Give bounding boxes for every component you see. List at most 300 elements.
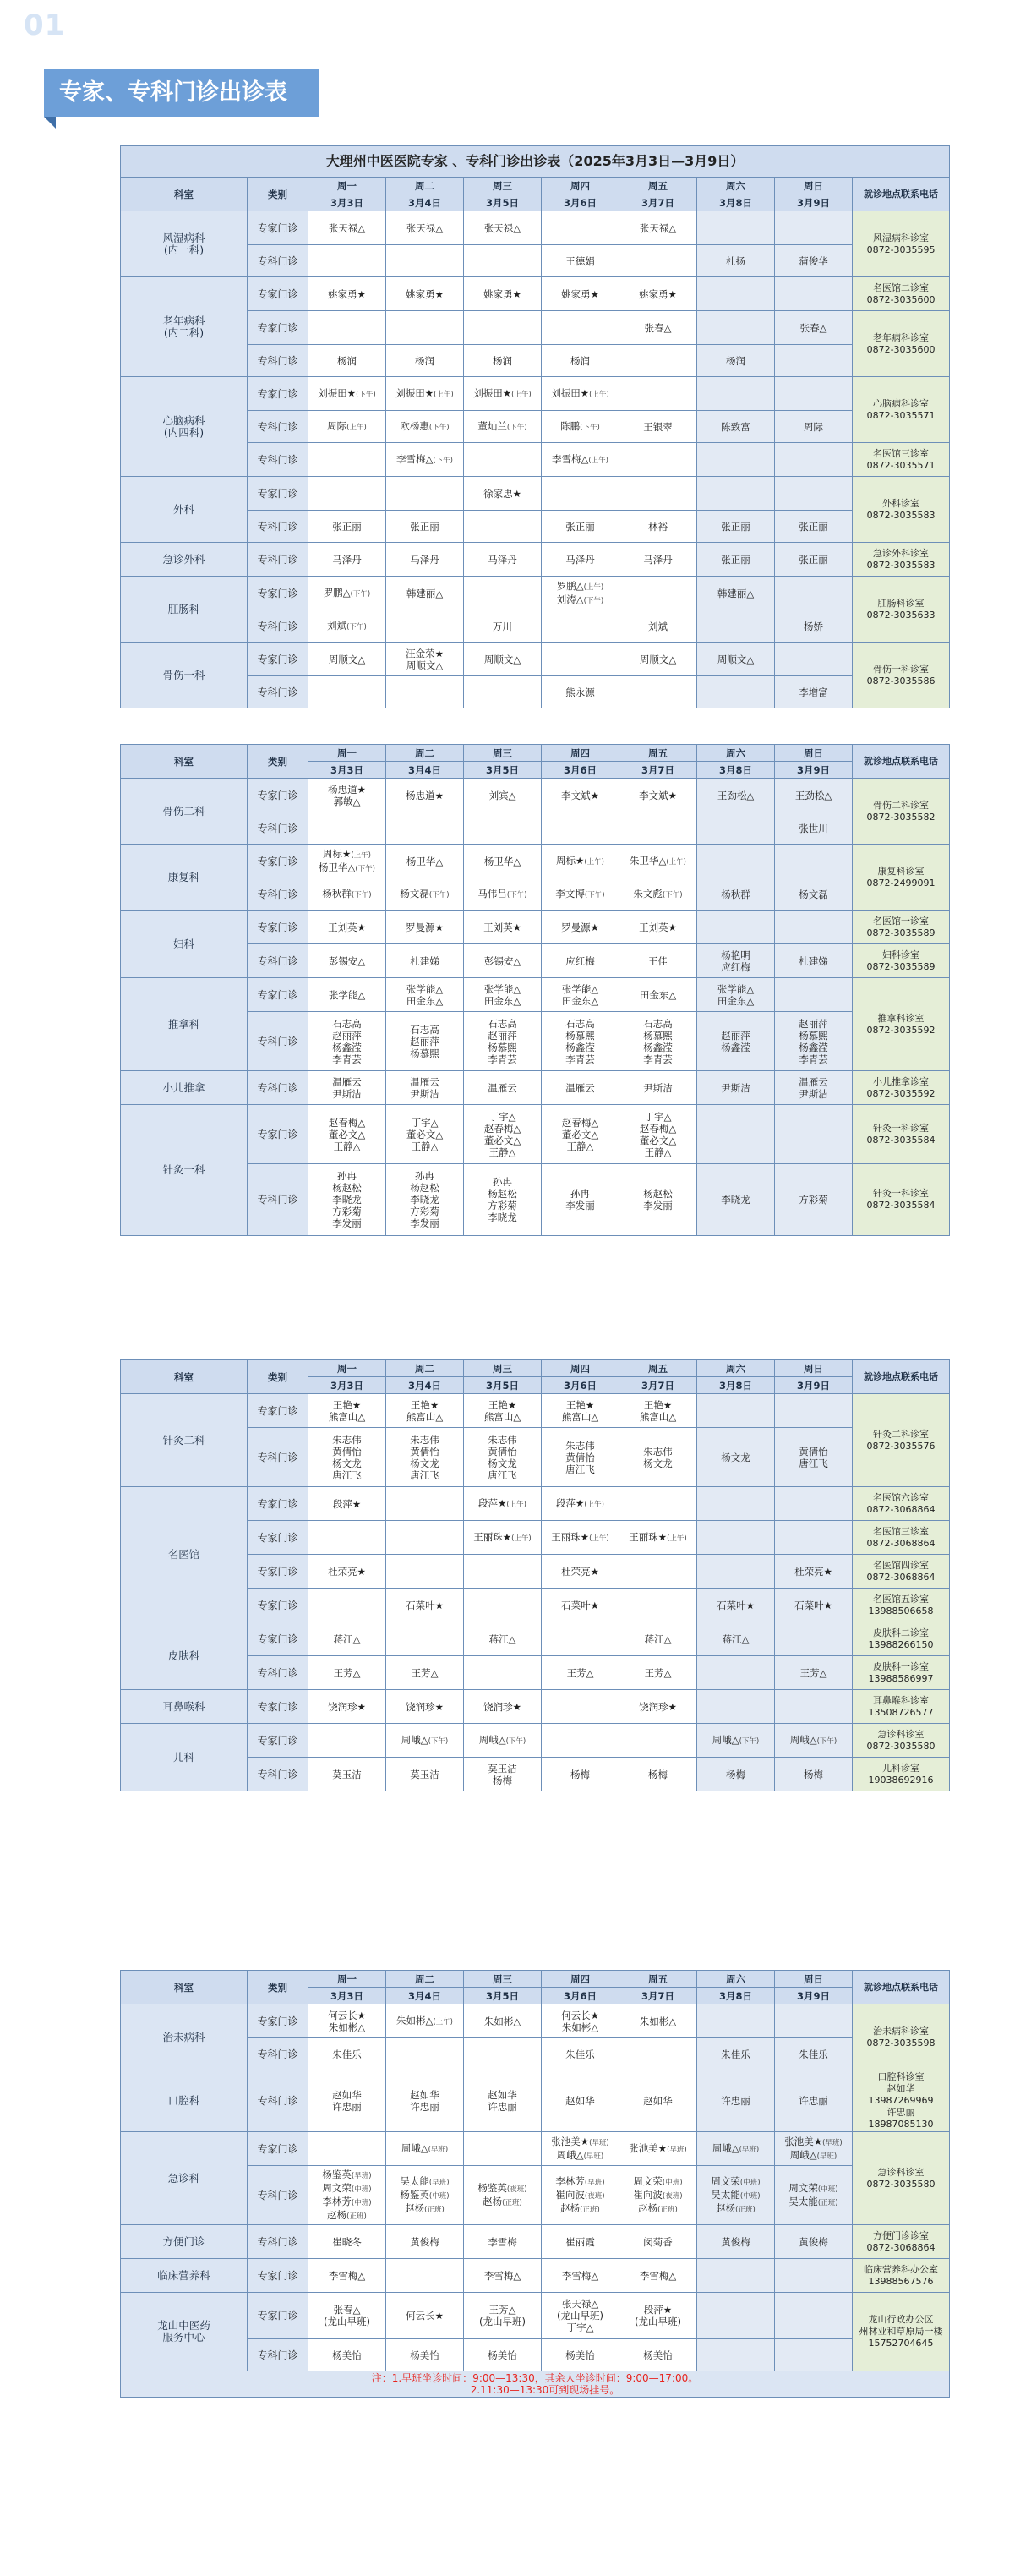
clinic-type: 专家门诊 <box>248 1487 308 1521</box>
shift-note: (早班) <box>739 2145 760 2154</box>
schedule-cell: 赵如华 许忠丽 <box>464 2070 542 2132</box>
clinic-type: 专家门诊 <box>248 211 308 245</box>
schedule-cell <box>386 311 464 345</box>
schedule-cell <box>464 1589 542 1622</box>
location-cell: 外科诊室 0872-3035583 <box>853 477 950 543</box>
header-day-name: 周二 <box>386 745 464 762</box>
dept-name: 骨伤二科 <box>121 779 248 845</box>
location-cell: 名医馆四诊室 0872-3068864 <box>853 1555 950 1589</box>
schedule-cell: 蒋江△ <box>464 1622 542 1656</box>
schedule-cell: 杜扬 <box>697 245 775 277</box>
schedule-cell <box>542 477 619 511</box>
schedule-cell <box>464 443 542 477</box>
shift-note: (上午) <box>433 2017 453 2026</box>
location-cell: 名医馆六诊室 0872-3068864 <box>853 1487 950 1521</box>
header-day-name: 周一 <box>308 1971 386 1988</box>
shift-note: (下午) <box>506 423 527 432</box>
schedule-cell: 杨润 <box>386 345 464 377</box>
schedule-cell: 温雁云 <box>542 1071 619 1105</box>
schedule-cell: 姚家勇★ <box>386 277 464 311</box>
schedule-cell: 韩建丽△ <box>386 577 464 610</box>
schedule-cell: 张池美★(早班) <box>619 2132 697 2166</box>
schedule-table <box>120 1970 950 2398</box>
shift-note: (正班) <box>817 2198 838 2207</box>
schedule-cell: 周标★(上午) 杨卫华△(下午) <box>308 845 386 878</box>
schedule-cell <box>697 2259 775 2293</box>
schedule-cell: 李雪梅△ <box>619 2259 697 2293</box>
clinic-type: 专家门诊 <box>248 277 308 311</box>
schedule-cell: 周文荣(中班) 吴太能(中班) 赵杨(正班) <box>697 2166 775 2225</box>
table-row <box>121 1071 950 1105</box>
header-day-date: 3月9日 <box>775 194 853 211</box>
schedule-cell: 张春△ (龙山早班) <box>308 2293 386 2339</box>
schedule-cell <box>386 1521 464 1555</box>
schedule-cell: 朱志伟 黄倩怡 唐江飞 <box>542 1428 619 1487</box>
schedule-cell: 饶润珍★ <box>386 1690 464 1724</box>
dept-name: 方便门诊 <box>121 2225 248 2259</box>
schedule-table <box>120 744 950 1236</box>
schedule-cell: 石志高 赵丽萍 杨鑫滢 李青芸 <box>308 1012 386 1071</box>
location-cell: 骨伤一科诊室 0872-3035586 <box>853 643 950 708</box>
schedule-cell: 田金东△ <box>619 978 697 1012</box>
schedule-cell <box>775 345 853 377</box>
schedule-cell: 杨秋群(下午) <box>308 878 386 911</box>
table-row <box>121 2225 950 2259</box>
schedule-cell: 罗曼源★ <box>542 911 619 944</box>
schedule-cell: 张天禄△ <box>464 211 542 245</box>
schedule-cell: 王刘英★ <box>308 911 386 944</box>
schedule-cell: 姚家勇★ <box>308 277 386 311</box>
schedule-cell: 杨润 <box>464 345 542 377</box>
shift-note: (下午) <box>580 423 600 432</box>
schedule-cell: 李文斌★ <box>542 779 619 812</box>
dept-name: 治未病科 <box>121 2004 248 2070</box>
schedule-cell <box>697 1555 775 1589</box>
table-row <box>121 845 950 878</box>
table-row <box>121 543 950 577</box>
shift-note: (下午) <box>584 890 605 900</box>
schedule-cell <box>775 2293 853 2339</box>
schedule-cell: 许忠丽 <box>775 2070 853 2132</box>
schedule-cell <box>386 2259 464 2293</box>
location-cell: 皮肤科一诊室 13988586997 <box>853 1656 950 1690</box>
schedule-cell: 张学能△ 田金东△ <box>697 978 775 1012</box>
shift-note: (下午) <box>428 1736 449 1746</box>
shift-note: (上午) <box>351 850 371 860</box>
schedule-cell: 朱佳乐 <box>697 2038 775 2070</box>
schedule-cell: 张正丽 <box>775 543 853 577</box>
schedule-cell <box>308 1521 386 1555</box>
schedule-cell: 杨梅 <box>697 1758 775 1791</box>
schedule-cell <box>619 676 697 708</box>
schedule-cell <box>775 277 853 311</box>
schedule-cell: 孙冉 李发丽 <box>542 1164 619 1236</box>
schedule-cell <box>775 577 853 610</box>
shift-note: (正班) <box>580 2205 600 2214</box>
location-cell: 儿科诊室 19038692916 <box>853 1758 950 1791</box>
shift-note: (下午) <box>351 890 372 900</box>
header-day-name: 周日 <box>775 1971 853 1988</box>
header-day-name: 周日 <box>775 1360 853 1377</box>
schedule-cell: 李晓龙 <box>697 1164 775 1236</box>
location-cell: 耳鼻喉科诊室 13508726577 <box>853 1690 950 1724</box>
header-day-date: 3月6日 <box>542 1377 619 1394</box>
schedule-cell: 朱志伟 黄倩怡 杨文龙 唐江飞 <box>386 1428 464 1487</box>
schedule-cell: 杨秋群 <box>697 878 775 911</box>
shift-note: (正班) <box>735 2205 756 2214</box>
shift-note: (上午) <box>511 390 532 399</box>
location-cell: 名医馆三诊室 0872-3035571 <box>853 443 950 477</box>
header-day-date: 3月9日 <box>775 1377 853 1394</box>
schedule-cell: 杨卫华△ <box>386 845 464 878</box>
schedule-cell: 杨鉴英(早班) 周文荣(中班) 李林芳(中班) 赵杨(正班) <box>308 2166 386 2225</box>
schedule-cell <box>542 311 619 345</box>
schedule-cell: 石菜叶★ <box>697 1589 775 1622</box>
header-location: 就诊地点联系电话 <box>853 1971 950 2004</box>
table-row <box>121 477 950 511</box>
schedule-cell <box>697 1690 775 1724</box>
schedule-cell: 周际(上午) <box>308 411 386 443</box>
schedule-cell <box>619 377 697 411</box>
schedule-cell: 李雪梅△ <box>308 2259 386 2293</box>
header-type: 类别 <box>248 745 308 779</box>
schedule-cell <box>775 2339 853 2371</box>
schedule-cell <box>542 1690 619 1724</box>
schedule-cell: 何云长★ <box>386 2293 464 2339</box>
header-day-name: 周二 <box>386 1971 464 1988</box>
clinic-type: 专科门诊 <box>248 2038 308 2070</box>
dept-name: 急诊科 <box>121 2132 248 2225</box>
schedule-cell: 李文博(下午) <box>542 878 619 911</box>
schedule-cell <box>619 477 697 511</box>
location-cell: 急诊科诊室 0872-3035580 <box>853 1724 950 1758</box>
header-day-name: 周一 <box>308 745 386 762</box>
header-location: 就诊地点联系电话 <box>853 178 950 211</box>
location-cell: 风湿病科诊室 0872-3035595 <box>853 211 950 277</box>
schedule-cell: 周顺文△ <box>464 643 542 676</box>
header-day-date: 3月6日 <box>542 762 619 779</box>
location-cell: 口腔科诊室 赵如华 13987269969 许忠丽 18987085130 <box>853 2070 950 2132</box>
schedule-cell: 莫玉洁 <box>308 1758 386 1791</box>
shift-note: (下午) <box>662 890 683 900</box>
schedule-cell: 林裕 <box>619 511 697 543</box>
schedule-cell: 周标★(上午) <box>542 845 619 878</box>
schedule-cell <box>697 1394 775 1428</box>
schedule-cell: 罗鹏△(下午) <box>308 577 386 610</box>
header-day-name: 周三 <box>464 745 542 762</box>
schedule-cell: 韩建丽△ <box>697 577 775 610</box>
schedule-cell: 张天禄△ <box>386 211 464 245</box>
shift-note: (下午) <box>355 864 375 873</box>
dept-name: 儿科 <box>121 1724 248 1791</box>
schedule-cell <box>542 610 619 643</box>
schedule-cell: 马泽丹 <box>542 543 619 577</box>
schedule-cell: 王丽珠★(上午) <box>619 1521 697 1555</box>
header-day-date: 3月9日 <box>775 762 853 779</box>
header-location: 就诊地点联系电话 <box>853 745 950 779</box>
schedule-cell: 王劲松△ <box>697 779 775 812</box>
header-day-date: 3月7日 <box>619 1988 697 2004</box>
dept-name: 小儿推拿 <box>121 1071 248 1105</box>
clinic-type: 专家门诊 <box>248 1394 308 1428</box>
schedule-cell: 李雪梅△ <box>542 2259 619 2293</box>
schedule-cell: 周顺文△ <box>308 643 386 676</box>
header-day-name: 周二 <box>386 1360 464 1377</box>
clinic-type: 专家门诊 <box>248 1589 308 1622</box>
schedule-cell: 熊永源 <box>542 676 619 708</box>
schedule-cell <box>464 2132 542 2166</box>
schedule-cell: 杨文磊 <box>775 878 853 911</box>
schedule-cell: 赵丽萍 杨慕熙 杨鑫滢 李青芸 <box>775 1012 853 1071</box>
schedule-cell: 王刘英★ <box>464 911 542 944</box>
clinic-type: 专科门诊 <box>248 2225 308 2259</box>
schedule-cell: 姚家勇★ <box>542 277 619 311</box>
schedule-cell <box>619 812 697 845</box>
header-type: 类别 <box>248 178 308 211</box>
schedule-cell <box>386 245 464 277</box>
schedule-cell: 刘斌(下午) <box>308 610 386 643</box>
schedule-cell: 饶润珍★ <box>308 1690 386 1724</box>
schedule-cell <box>619 443 697 477</box>
header-day-date: 3月6日 <box>542 1988 619 2004</box>
clinic-type: 专科门诊 <box>248 878 308 911</box>
schedule-cell <box>775 1487 853 1521</box>
dept-name: 推拿科 <box>121 978 248 1071</box>
schedule-cell: 李雪梅 <box>464 2225 542 2259</box>
schedule-cell: 崔晓冬 <box>308 2225 386 2259</box>
schedule-cell: 王艳★ 熊富山△ <box>308 1394 386 1428</box>
schedule-cell: 张天禄△ <box>308 211 386 245</box>
schedule-cell <box>775 911 853 944</box>
schedule-cell <box>619 1487 697 1521</box>
schedule-cell: 石志高 杨慕熙 杨鑫滢 李青芸 <box>542 1012 619 1071</box>
table-row <box>121 2259 950 2293</box>
table-row <box>121 1622 950 1656</box>
schedule-cell <box>308 477 386 511</box>
schedule-cell <box>697 477 775 511</box>
table-row <box>121 1105 950 1164</box>
schedule-cell <box>542 211 619 245</box>
schedule-cell: 张天禄△ <box>619 211 697 245</box>
schedule-cell: 朱如彬△(上午) <box>386 2004 464 2038</box>
shift-note: (中班) <box>662 2178 683 2187</box>
location-cell: 老年病科诊室 0872-3035600 <box>853 311 950 377</box>
table-row <box>121 1394 950 1428</box>
schedule-cell <box>308 245 386 277</box>
header-day-name: 周日 <box>775 745 853 762</box>
schedule-cell: 杨赵松 李发丽 <box>619 1164 697 1236</box>
shift-note: (下午) <box>505 1736 526 1746</box>
schedule-cell: 赵如华 许忠丽 <box>386 2070 464 2132</box>
shift-note: (下午) <box>739 1736 760 1746</box>
shift-note: (上午) <box>506 1500 526 1509</box>
clinic-type: 专家门诊 <box>248 978 308 1012</box>
clinic-type: 专科门诊 <box>248 2070 308 2132</box>
schedule-cell: 赵如华 <box>619 2070 697 2132</box>
shift-note: (上午) <box>584 1500 604 1509</box>
clinic-type: 专家门诊 <box>248 377 308 411</box>
schedule-cell: 李雪梅△(上午) <box>542 443 619 477</box>
schedule-cell: 蒋江△ <box>308 1622 386 1656</box>
header-day-name: 周五 <box>619 178 697 194</box>
schedule-cell: 徐家忠★ <box>464 477 542 511</box>
schedule-cell: 杨鉴英(夜班) 赵杨(正班) <box>464 2166 542 2225</box>
schedule-cell <box>775 978 853 1012</box>
schedule-cell <box>542 1724 619 1758</box>
schedule-cell: 杨润 <box>308 345 386 377</box>
schedule-cell <box>775 1690 853 1724</box>
schedule-cell: 孙冉 杨赵松 李晓龙 方彩菊 李发丽 <box>308 1164 386 1236</box>
dept-name: 口腔科 <box>121 2070 248 2132</box>
clinic-type: 专家门诊 <box>248 311 308 345</box>
schedule-cell: 周峨△(下午) <box>697 1724 775 1758</box>
location-cell: 名医馆二诊室 0872-3035600 <box>853 277 950 311</box>
clinic-type: 专科门诊 <box>248 245 308 277</box>
shift-note: (下午) <box>350 589 371 599</box>
schedule-block-2 <box>120 744 949 1236</box>
schedule-cell <box>697 311 775 345</box>
shift-note: (下午) <box>356 390 376 399</box>
schedule-cell <box>775 643 853 676</box>
schedule-cell: 杨美怡 <box>308 2339 386 2371</box>
schedule-cell: 刘斌 <box>619 610 697 643</box>
schedule-cell: 王艳★ 熊富山△ <box>542 1394 619 1428</box>
location-cell: 心脑病科诊室 0872-3035571 <box>853 377 950 443</box>
location-cell: 临床营养科办公室 13988567576 <box>853 2259 950 2293</box>
schedule-cell: 朱文彪(下午) <box>619 878 697 911</box>
schedule-cell: 王艳★ 熊富山△ <box>464 1394 542 1428</box>
page-title-banner: 专家、专科门诊出诊表 <box>44 69 319 117</box>
schedule-cell: 温雁云 <box>464 1071 542 1105</box>
schedule-cell <box>775 211 853 245</box>
header-day-date: 3月8日 <box>697 1988 775 2004</box>
schedule-cell <box>697 911 775 944</box>
clinic-type: 专家门诊 <box>248 477 308 511</box>
header-day-name: 周五 <box>619 1971 697 1988</box>
location-cell: 名医馆一诊室 0872-3035589 <box>853 911 950 944</box>
banner-fold-decoration <box>44 117 56 129</box>
clinic-type: 专家门诊 <box>248 2004 308 2038</box>
schedule-cell: 丁宇△ 赵春梅△ 董必文△ 王静△ <box>619 1105 697 1164</box>
schedule-cell <box>697 443 775 477</box>
schedule-cell: 杨梅 <box>542 1758 619 1791</box>
header-day-date: 3月5日 <box>464 1377 542 1394</box>
clinic-type: 专家门诊 <box>248 1622 308 1656</box>
shift-note: (下午) <box>506 890 527 900</box>
schedule-cell: 张学能△ 田金东△ <box>464 978 542 1012</box>
shift-note: (上午) <box>588 456 608 465</box>
dept-name: 名医馆 <box>121 1487 248 1622</box>
header-day-name: 周日 <box>775 178 853 194</box>
shift-note: (上午) <box>589 1534 609 1543</box>
clinic-type: 专家门诊 <box>248 1724 308 1758</box>
dept-name: 针灸一科 <box>121 1105 248 1236</box>
schedule-cell: 陈鹏(下午) <box>542 411 619 443</box>
schedule-cell: 杨润 <box>542 345 619 377</box>
schedule-cell: 王艳★ 熊富山△ <box>619 1394 697 1428</box>
location-cell: 皮肤科二诊室 13988266150 <box>853 1622 950 1656</box>
schedule-cell: 饶润珍★ <box>464 1690 542 1724</box>
schedule-cell: 张池美★(早班) 周峨△(早班) <box>775 2132 853 2166</box>
schedule-cell: 张正丽 <box>697 511 775 543</box>
shift-note: (下午) <box>428 890 450 900</box>
schedule-cell: 张正丽 <box>697 543 775 577</box>
table-row <box>121 277 950 311</box>
schedule-cell: 张学能△ 田金东△ <box>386 978 464 1012</box>
location-cell: 针灸一科诊室 0872-3035584 <box>853 1164 950 1236</box>
schedule-cell: 张学能△ <box>308 978 386 1012</box>
dept-name: 龙山中医药 服务中心 <box>121 2293 248 2371</box>
schedule-cell <box>775 1394 853 1428</box>
schedule-cell <box>308 443 386 477</box>
shift-note: (上午) <box>589 390 609 399</box>
schedule-cell: 刘宾△ <box>464 779 542 812</box>
schedule-cell: 黄俊梅 <box>775 2225 853 2259</box>
header-day-name: 周六 <box>697 745 775 762</box>
clinic-type: 专家门诊 <box>248 911 308 944</box>
schedule-cell: 周际 <box>775 411 853 443</box>
schedule-cell <box>697 610 775 643</box>
schedule-cell: 周峨△(下午) <box>386 1724 464 1758</box>
dept-name: 老年病科 (内二科) <box>121 277 248 377</box>
schedule-cell <box>619 2038 697 2070</box>
header-day-name: 周四 <box>542 745 619 762</box>
header-day-date: 3月8日 <box>697 1377 775 1394</box>
header-day-name: 周一 <box>308 1360 386 1377</box>
schedule-cell: 杨艳明 应红梅 <box>697 944 775 978</box>
schedule-cell <box>619 345 697 377</box>
schedule-cell: 崔丽霞 <box>542 2225 619 2259</box>
shift-note: (下午) <box>816 1736 837 1746</box>
schedule-cell <box>386 477 464 511</box>
schedule-cell <box>386 676 464 708</box>
schedule-cell <box>775 377 853 411</box>
schedule-cell <box>775 2004 853 2038</box>
schedule-cell: 朱志伟 黄倩怡 杨文龙 唐江飞 <box>464 1428 542 1487</box>
header-day-date: 3月4日 <box>386 1988 464 2004</box>
schedule-cell: 马泽丹 <box>464 543 542 577</box>
schedule-cell <box>697 2293 775 2339</box>
clinic-type: 专科门诊 <box>248 411 308 443</box>
header-dept: 科室 <box>121 1971 248 2004</box>
schedule-cell: 李雪梅△(下午) <box>386 443 464 477</box>
schedule-cell: 陈致富 <box>697 411 775 443</box>
schedule-cell <box>464 676 542 708</box>
schedule-cell <box>308 2132 386 2166</box>
schedule-cell: 蒋江△ <box>619 1622 697 1656</box>
schedule-cell <box>697 211 775 245</box>
schedule-cell: 杨美怡 <box>542 2339 619 2371</box>
schedule-cell: 杨美怡 <box>386 2339 464 2371</box>
shift-note: (早班) <box>816 2152 837 2161</box>
header-day-name: 周三 <box>464 178 542 194</box>
header-day-date: 3月3日 <box>308 1377 386 1394</box>
shift-note: (下午) <box>346 622 367 632</box>
schedule-cell: 莫玉洁 <box>386 1758 464 1791</box>
clinic-type: 专科门诊 <box>248 345 308 377</box>
schedule-cell: 张正丽 <box>308 511 386 543</box>
schedule-cell: 赵春梅△ 董必文△ 王静△ <box>542 1105 619 1164</box>
clinic-type: 专家门诊 <box>248 845 308 878</box>
shift-note: (夜班) <box>662 2191 683 2201</box>
schedule-cell: 朱卫华△(上午) <box>619 845 697 878</box>
schedule-cell: 周文荣(中班) 吴太能(正班) <box>775 2166 853 2225</box>
schedule-cell: 孙冉 杨赵松 李晓龙 方彩菊 李发丽 <box>386 1164 464 1236</box>
schedule-cell: 王丽珠★(上午) <box>542 1521 619 1555</box>
table-row <box>121 978 950 1012</box>
header-dept: 科室 <box>121 745 248 779</box>
schedule-cell: 杜荣亮★ <box>308 1555 386 1589</box>
